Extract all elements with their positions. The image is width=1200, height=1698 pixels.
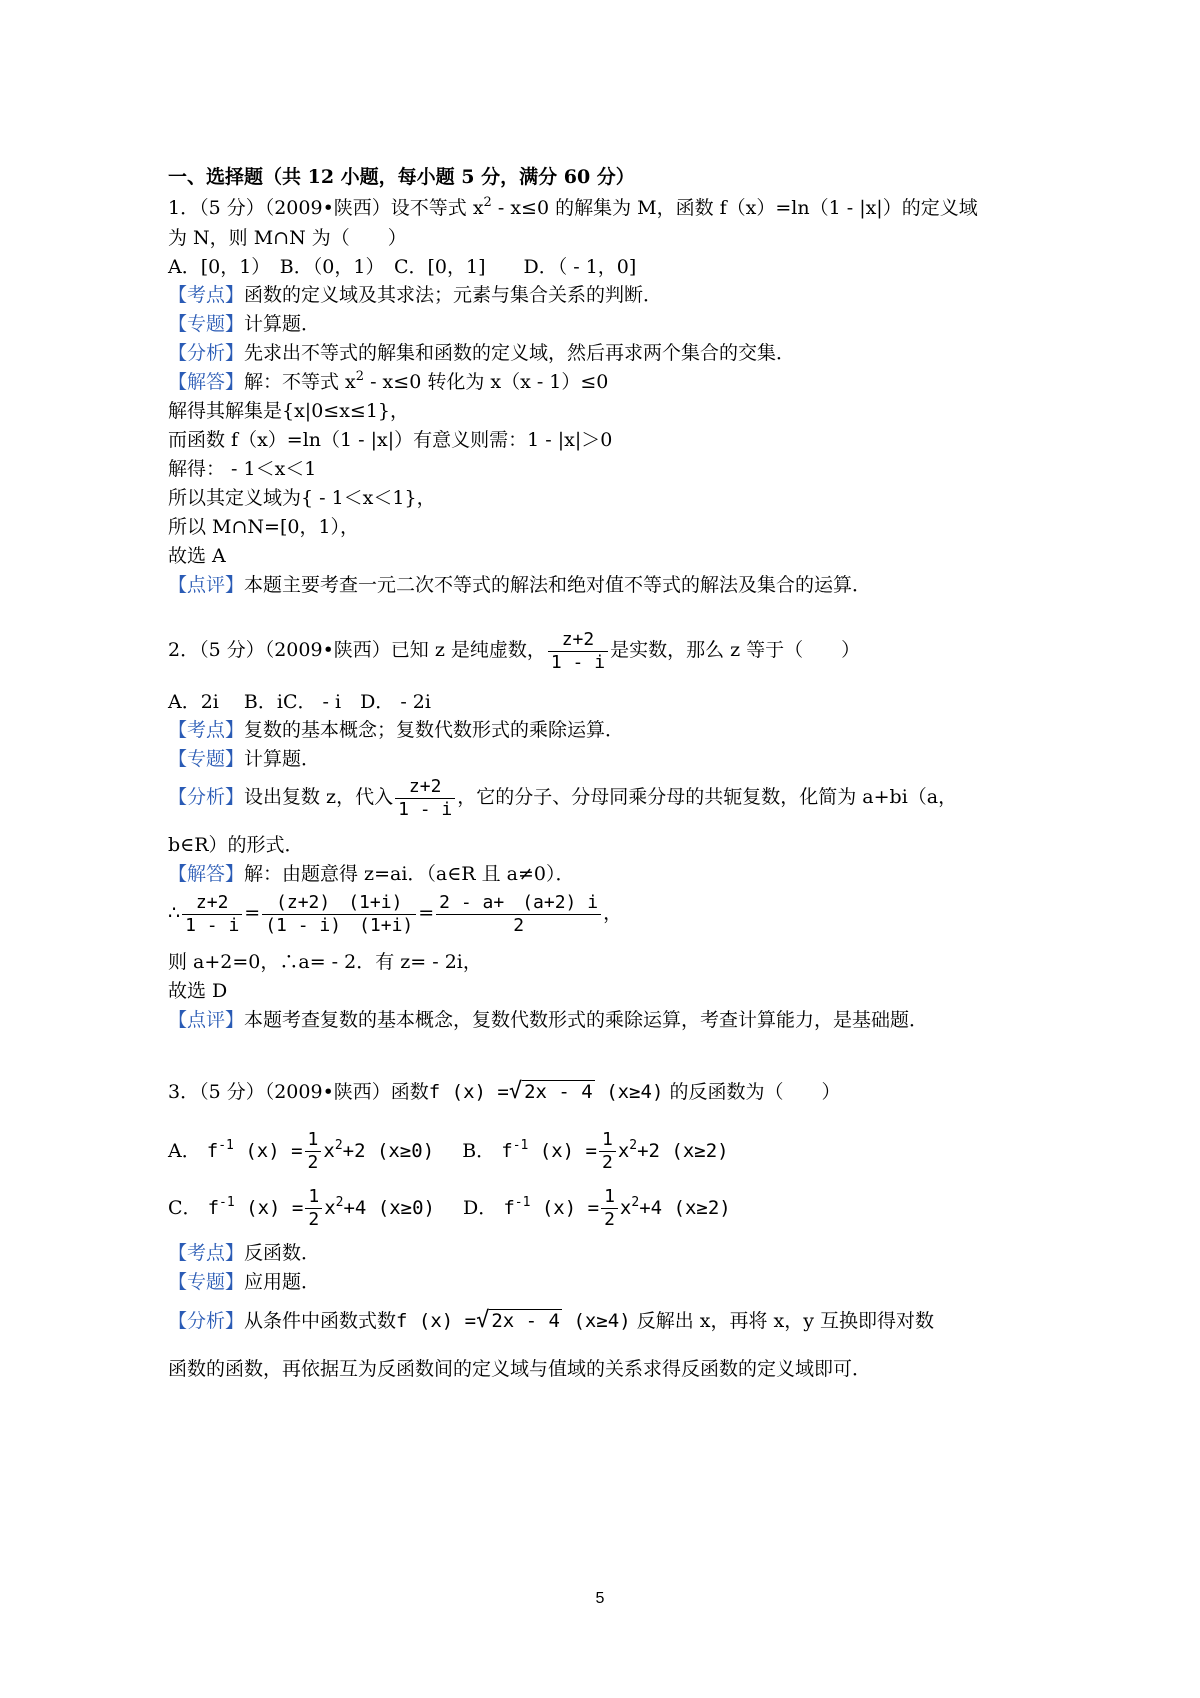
q1-zhuanti: 【专题】计算题． <box>168 313 321 335</box>
q1-line: 故选 A <box>168 545 226 567</box>
eq-fraction: $\frac{2 - a+ (a+2) i}{2}$ <box>436 892 601 937</box>
q1-line: 解得： - 1＜x＜1 <box>168 458 317 480</box>
tag-fenxi: 【分析】 <box>168 342 245 364</box>
tag-kaodian: 【考点】 <box>168 719 245 741</box>
q3-option-c: $f^{-1}$ (x) = $\frac{1}{2}$ $x^2+4$ (x≥0) <box>207 1186 435 1230</box>
q3-fenxi: 【分析】从条件中函数式数f (x) =√ 2x - 4 (x≥4) 反解出 x，再将 x，y 互换即得对数 <box>168 1308 934 1333</box>
q2-stem: 2．（5 分）（2009•陕西）已知 z 是纯虚数， $\frac{z+2}{1 - i}$ 是实数，那么 z 等于（ ） <box>168 628 861 673</box>
q2-fraction: $\frac{z+2}{1 - i}$ <box>395 776 455 821</box>
q1-line: 而函数 f（x）=ln（1 - |x|）有意义则需：1 - |x|＞0 <box>168 429 613 451</box>
eq-fraction: $\frac{z+2}{1 - i}$ <box>182 892 242 937</box>
q2-line: 故选 D <box>168 980 228 1002</box>
q1-fenxi: 【分析】先求出不等式的解集和函数的定义域，然后再求两个集合的交集． <box>168 342 796 364</box>
page-number: 5 <box>595 1590 605 1607</box>
tag-dianping: 【点评】 <box>168 574 245 596</box>
q1-line: 解得其解集是{x|0≤x≤1}， <box>168 400 410 422</box>
q3-fenxi-cont: 函数的函数，再依据互为反函数间的定义域与值域的关系求得反函数的定义域即可． <box>168 1358 872 1380</box>
q3-stem: 3．（5 分）（2009•陕西）函数f (x) =√ 2x - 4 (x≥4) 的反函数为（ ） <box>168 1079 841 1104</box>
q1-stem-cont: 为 N，则 M∩N 为（ ） <box>168 227 407 249</box>
q1-options: A．[0，1） B．（0，1） C．[0，1] D．（ - 1，0] <box>168 256 637 278</box>
q3-zhuanti: 【专题】应用题． <box>168 1271 321 1293</box>
tag-fenxi: 【分析】 <box>168 786 245 808</box>
q3-function: f (x) =√ 2x - 4 (x≥4) <box>428 1079 664 1104</box>
q2-jieda: 【解答】解：由题意得 z=ai．（a∈R 且 a≠0）． <box>168 863 575 885</box>
q3-option-d: $f^{-1}$ (x) = $\frac{1}{2}$ $x^2+4$ (x≥2) <box>503 1186 731 1230</box>
q2-kaodian: 【考点】复数的基本概念；复数代数形式的乘除运算． <box>168 719 625 741</box>
q1-line: 所以 M∩N=[0，1）， <box>168 516 360 538</box>
q1-jieda: 【解答】解：不等式 $x^2 - x\le 0$ 转化为 x（x - 1）≤0 <box>168 369 609 393</box>
q1-stem: 1．（5 分）（2009•陕西）设不等式 $x^2 - x\le 0$ 的解集为 M，函数 f（x）=ln（1 - |x|）的定义域 <box>168 195 978 219</box>
q1-kaodian: 【考点】函数的定义域及其求法；元素与集合关系的判断． <box>168 284 663 306</box>
section-title: 一、选择题（共 12 小题，每小题 5 分，满分 60 分） <box>168 166 635 188</box>
q2-equation: ∴ $\frac{z+2}{1 - i}$ = $\frac{(z+2) (1+i)}{(1 - i) (1+i)}$ = $\frac{2 - a+ (a+2) i}{2}$ ， <box>168 891 623 936</box>
q3-option-b: $f^{-1}$ (x) = $\frac{1}{2}$ $x^2+2$ (x≥2) <box>501 1129 729 1173</box>
q2-fraction: $\frac{z+2}{1 - i}$ <box>548 629 608 674</box>
q2-fenxi: 【分析】设出复数 z，代入 $\frac{z+2}{1 - i}$ ，它的分子、分母同乘分母的共轭复数，化简为 a+bi（a， <box>168 775 958 820</box>
q1-dianping: 【点评】本题主要考查一元二次不等式的解法和绝对值不等式的解法及集合的运算． <box>168 574 872 596</box>
q3-option-a: $f^{-1}$ (x) = $\frac{1}{2}$ $x^2+2$ (x≥0) <box>206 1129 435 1173</box>
q2-zhuanti: 【专题】计算题． <box>168 748 321 770</box>
q2-fenxi-cont: b∈R）的形式． <box>168 834 304 856</box>
eq-fraction: $\frac{(z+2) (1+i)}{(1 - i) (1+i)}$ <box>262 892 416 937</box>
q3-options-row2: C． $f^{-1}$ (x) = $\frac{1}{2}$ $x^2+4$ (x≥0) D． $f^{-1}$ (x) = $\frac{1}{2}$ $x^2+4$ (x≥2) <box>168 1186 731 1230</box>
tag-jieda: 【解答】 <box>168 371 245 393</box>
q3-kaodian: 【考点】反函数． <box>168 1242 321 1264</box>
tag-kaodian: 【考点】 <box>168 284 245 306</box>
q2-dianping: 【点评】本题考查复数的基本概念，复数代数形式的乘除运算，考查计算能力，是基础题． <box>168 1009 929 1031</box>
tag-zhuanti: 【专题】 <box>168 313 245 335</box>
tag-zhuanti: 【专题】 <box>168 1271 245 1293</box>
q3-options-row1: A． $f^{-1}$ (x) = $\frac{1}{2}$ $x^2+2$ (x≥0) B． $f^{-1}$ (x) = $\frac{1}{2}$ $x^2+2$ (x≥2) <box>168 1129 729 1173</box>
q1-line: 所以其定义域为{ - 1＜x＜1}， <box>168 487 436 509</box>
tag-dianping: 【点评】 <box>168 1009 245 1031</box>
tag-zhuanti: 【专题】 <box>168 748 245 770</box>
q2-options: A．2i B．iC． - i D． - 2i <box>168 691 431 713</box>
tag-jieda: 【解答】 <box>168 863 245 885</box>
tag-fenxi: 【分析】 <box>168 1310 245 1332</box>
q3-function: f (x) =√ 2x - 4 (x≥4) <box>396 1308 631 1333</box>
q2-line: 则 a+2=0，∴a= - 2．有 z= - 2i， <box>168 951 482 973</box>
tag-kaodian: 【考点】 <box>168 1242 245 1264</box>
